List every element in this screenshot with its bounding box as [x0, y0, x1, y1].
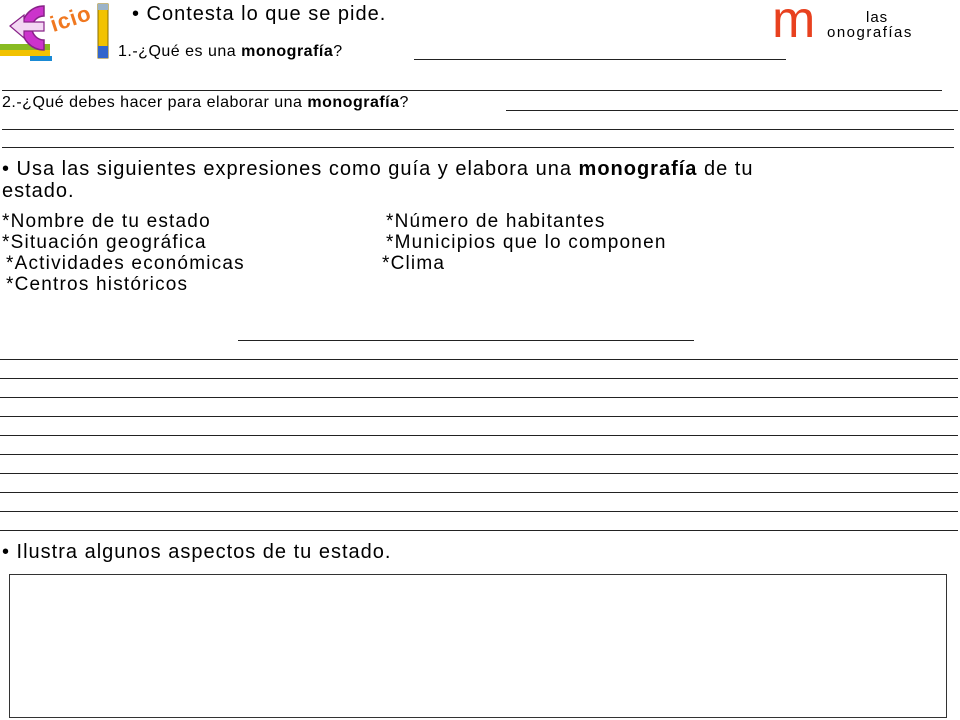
- question-2: 2.-¿Qué debes hacer para elaborar una monografía?: [2, 94, 409, 111]
- guide-left-4: *Centros históricos: [6, 274, 189, 295]
- brand-m: m: [772, 0, 814, 49]
- inicio-logo[interactable]: [0, 0, 112, 62]
- answer-line-q2-3[interactable]: [2, 147, 954, 148]
- writing-line-2[interactable]: [0, 378, 958, 379]
- answer-line-q2-2[interactable]: [2, 129, 954, 130]
- answer-line-q1-2[interactable]: [2, 90, 942, 91]
- guide-right-3: *Clima: [382, 253, 446, 274]
- writing-line-8[interactable]: [0, 492, 958, 493]
- writing-line-3[interactable]: [0, 397, 958, 398]
- writing-line-9[interactable]: [0, 511, 958, 512]
- guide-left-3: *Actividades económicas: [6, 253, 245, 274]
- section1-heading: • Contesta lo que se pide.: [132, 3, 387, 25]
- question-1: 1.-¿Qué es una monografía?: [118, 43, 343, 60]
- brand-las: las: [866, 9, 889, 26]
- guide-left-1: *Nombre de tu estado: [2, 211, 211, 232]
- illustration-box[interactable]: [9, 574, 947, 718]
- guide-right-1: *Número de habitantes: [386, 211, 606, 232]
- writing-line-6[interactable]: [0, 454, 958, 455]
- section2-heading: • Usa las siguientes expresiones como guía y elabora una monografía de tu estado.: [2, 158, 754, 202]
- writing-line-10[interactable]: [0, 530, 958, 531]
- writing-line-7[interactable]: [0, 473, 958, 474]
- logo-text: icio: [47, 0, 95, 37]
- title-line[interactable]: [238, 340, 694, 341]
- writing-line-4[interactable]: [0, 416, 958, 417]
- answer-line-q2[interactable]: [506, 110, 958, 111]
- answer-line-q1[interactable]: [414, 59, 786, 60]
- guide-right-2: *Municipios que lo componen: [386, 232, 667, 253]
- writing-line-1[interactable]: [0, 359, 958, 360]
- writing-line-5[interactable]: [0, 435, 958, 436]
- brand-onografias: onografías: [827, 24, 913, 41]
- section3-heading: • Ilustra algunos aspectos de tu estado.: [2, 541, 392, 563]
- guide-left-2: *Situación geográfica: [2, 232, 207, 253]
